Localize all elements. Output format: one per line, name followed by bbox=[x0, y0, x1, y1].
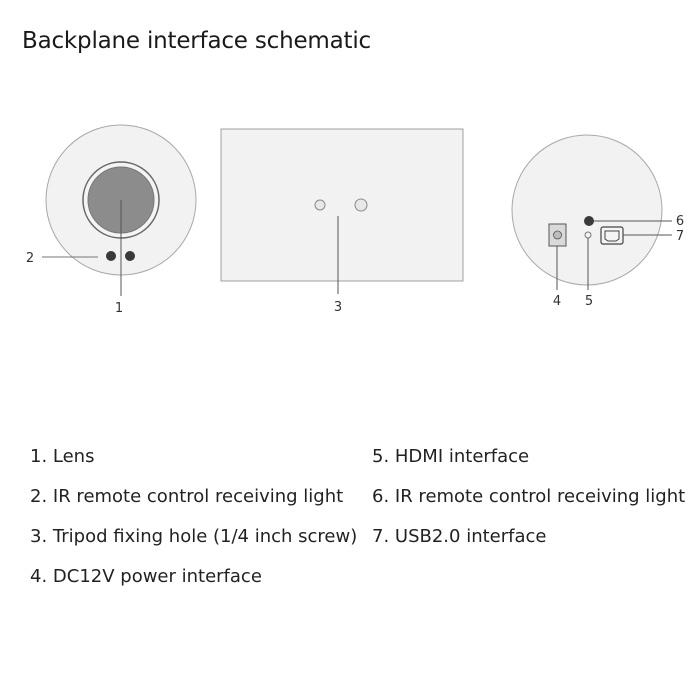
hdmi-interface bbox=[585, 232, 591, 238]
legend-item-5: 5. HDMI interface bbox=[372, 446, 530, 467]
callout-7: 7 bbox=[675, 229, 685, 244]
ir-light-right bbox=[125, 251, 135, 261]
callout-1: 1 bbox=[114, 301, 124, 316]
legend-item-1: 1. Lens bbox=[30, 446, 95, 467]
legend-item-7: 7. USB2.0 interface bbox=[372, 526, 547, 547]
diagram-title: Backplane interface schematic bbox=[22, 28, 371, 54]
front-view bbox=[26, 125, 196, 316]
callout-3: 3 bbox=[333, 300, 343, 315]
tripod-hole-small bbox=[315, 200, 325, 210]
legend-item-6: 6. IR remote control receiving light bbox=[372, 486, 686, 507]
bottom-body bbox=[221, 129, 463, 281]
rear-body bbox=[512, 135, 662, 285]
callout-5: 5 bbox=[584, 294, 594, 309]
rear-view bbox=[512, 135, 684, 309]
tripod-hole-large bbox=[355, 199, 367, 211]
ir-light-left bbox=[106, 251, 116, 261]
ir-light-rear bbox=[584, 216, 594, 226]
bottom-view bbox=[221, 129, 463, 315]
legend-item-3: 3. Tripod fixing hole (1/4 inch screw) bbox=[30, 526, 358, 547]
dc-power-pin bbox=[554, 231, 562, 239]
callout-2: 2 bbox=[25, 251, 35, 266]
callout-4: 4 bbox=[552, 294, 562, 309]
legend-item-4: 4. DC12V power interface bbox=[30, 566, 262, 587]
callout-6: 6 bbox=[675, 214, 685, 229]
legend-item-2: 2. IR remote control receiving light bbox=[30, 486, 344, 507]
